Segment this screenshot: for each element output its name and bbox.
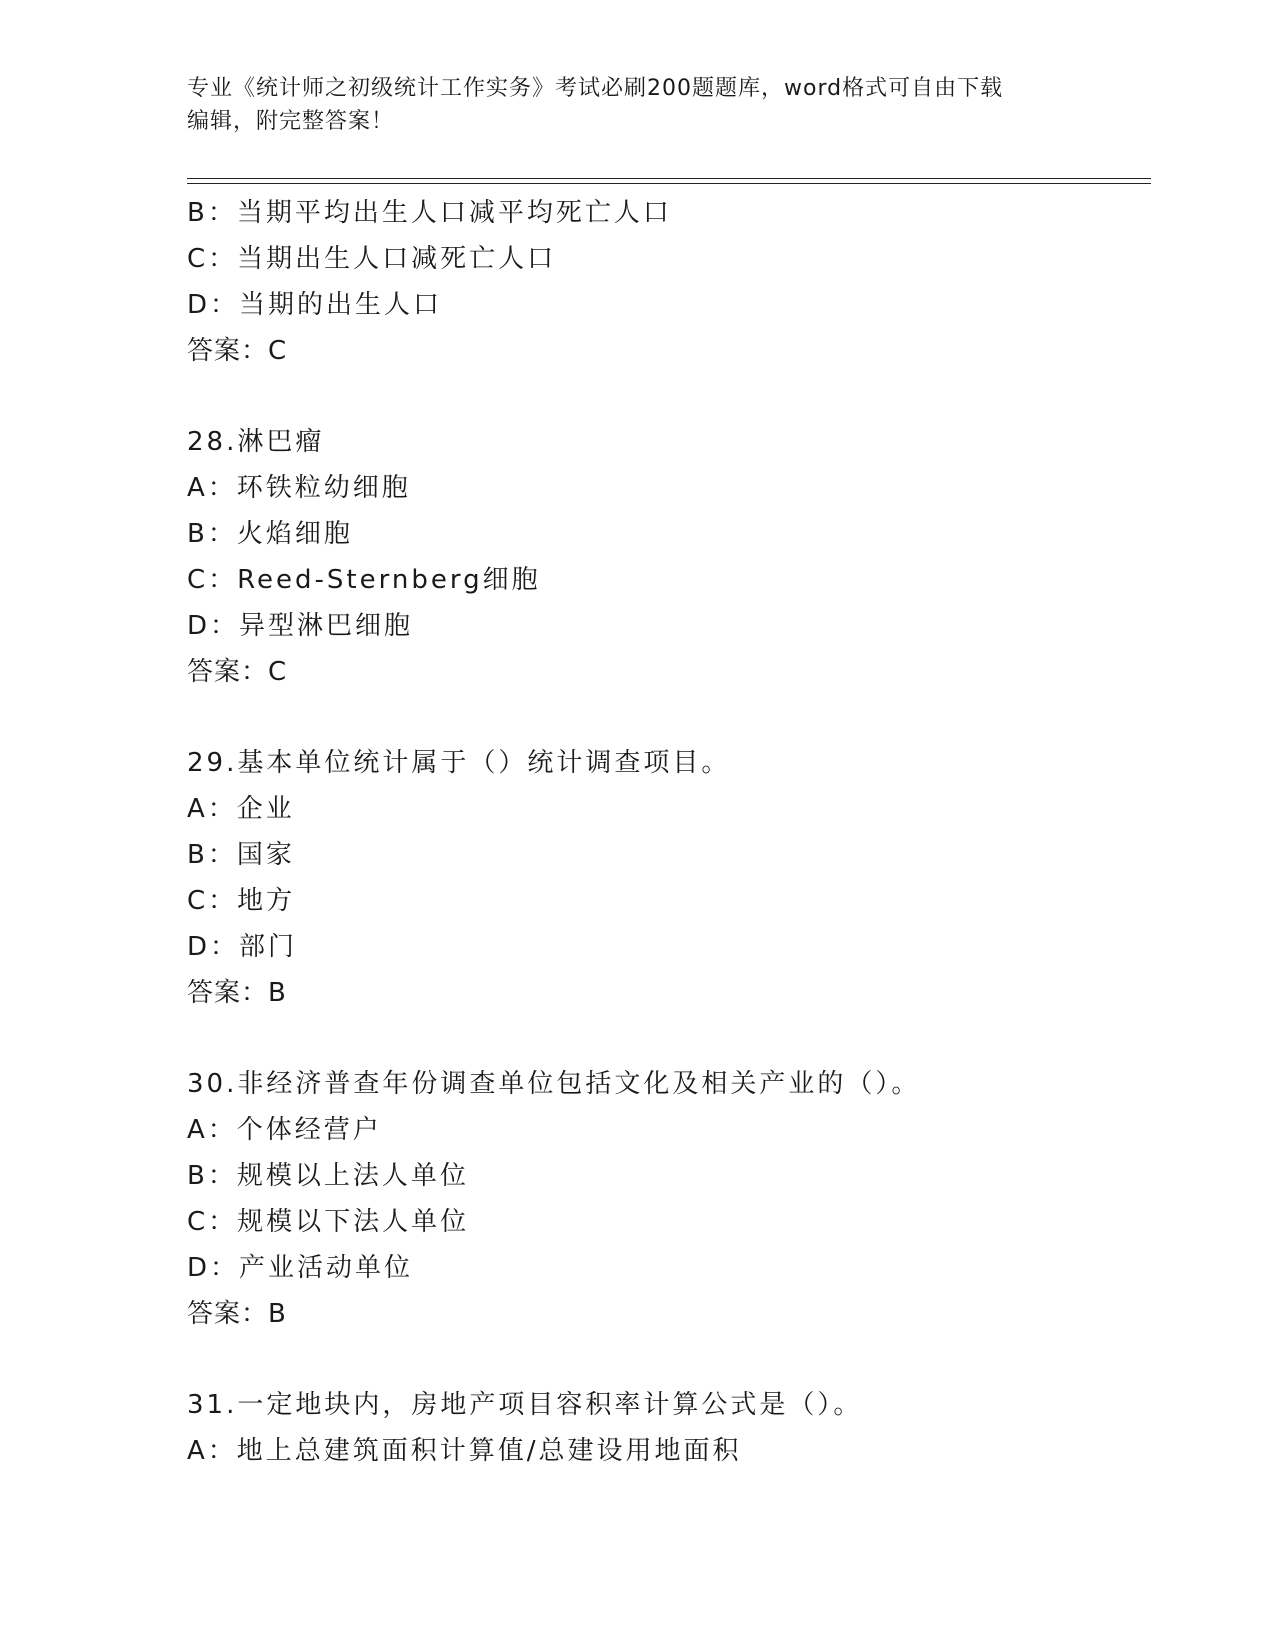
option-a: A：企业 xyxy=(187,794,295,824)
answer-text: 答案：B xyxy=(187,1299,287,1329)
option-d: D：当期的出生人口 xyxy=(187,290,443,320)
option-b: B：规模以上法人单位 xyxy=(187,1161,469,1191)
option-c: C：Reed-Sternberg细胞 xyxy=(187,565,541,595)
block-spacer xyxy=(187,1016,1147,1061)
option-c: C：当期出生人口减死亡人口 xyxy=(187,244,557,274)
question-block xyxy=(187,190,1147,374)
option-c: C：规模以下法人单位 xyxy=(187,1207,470,1237)
option-d: D：产业活动单位 xyxy=(187,1253,414,1283)
block-spacer xyxy=(187,1337,1147,1382)
question-block xyxy=(187,1061,1147,1337)
header-title-line-1: 专业《统计师之初级统计工作实务》考试必刷200题题库，word格式可自由下载 xyxy=(187,76,1004,101)
option-b: B：当期平均出生人口减平均死亡人口 xyxy=(187,198,672,228)
option-d: D：异型淋巴细胞 xyxy=(187,611,414,641)
option-a: A：地上总建筑面积计算值/总建设用地面积 xyxy=(187,1436,742,1466)
document-header xyxy=(187,72,1087,138)
option-d: D：部门 xyxy=(187,932,298,962)
option-b: B：国家 xyxy=(187,840,295,870)
question-block xyxy=(187,419,1147,695)
question-title: 28.淋巴瘤 xyxy=(187,427,325,457)
option-b: B：火焰细胞 xyxy=(187,519,353,549)
question-title: 29.基本单位统计属于（）统计调查项目。 xyxy=(187,748,731,778)
question-title: 30.非经济普查年份调查单位包括文化及相关产业的（）。 xyxy=(187,1069,921,1099)
answer-text: 答案：C xyxy=(187,336,288,366)
block-spacer xyxy=(187,695,1147,740)
question-list xyxy=(187,190,1147,1474)
question-block xyxy=(187,1382,1147,1474)
option-a: A：环铁粒幼细胞 xyxy=(187,473,411,503)
answer-text: 答案：B xyxy=(187,978,287,1008)
option-c: C：地方 xyxy=(187,886,296,916)
header-title-line-2: 编辑，附完整答案！ xyxy=(187,109,395,134)
option-a: A：个体经营户 xyxy=(187,1115,382,1145)
header-divider-top xyxy=(187,178,1151,179)
answer-text: 答案：C xyxy=(187,657,288,687)
question-block xyxy=(187,740,1147,1016)
question-title: 31.一定地块内，房地产项目容积率计算公式是（）。 xyxy=(187,1390,863,1420)
block-spacer xyxy=(187,374,1147,419)
header-divider-bottom xyxy=(187,183,1151,184)
